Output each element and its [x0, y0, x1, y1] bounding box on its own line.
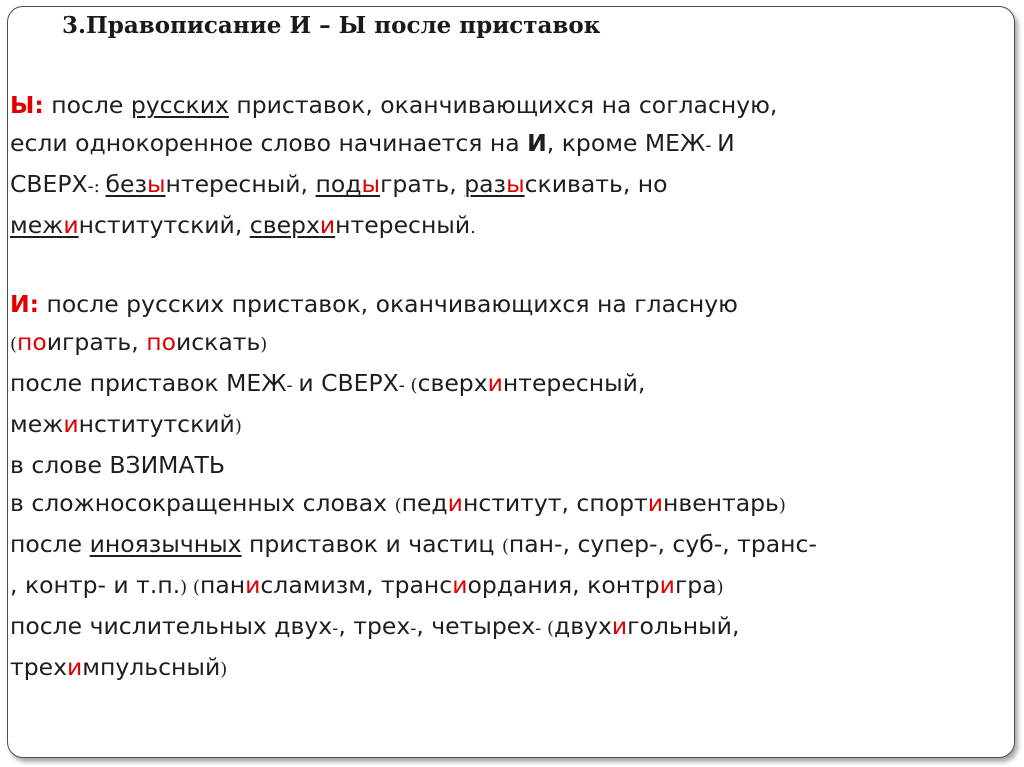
text: (: [10, 334, 18, 355]
text: приставок и частиц: [241, 530, 502, 558]
rule-i-line-5: [10, 446, 1010, 484]
text: мпульсный: [82, 653, 221, 681]
highlight-vowel: и: [659, 571, 675, 599]
text: , трех: [338, 612, 411, 640]
example-word: [10, 211, 79, 239]
text: после русских приставок, оканчивающихся на гласную: [39, 290, 738, 318]
text: и СВЕРХ: [298, 369, 399, 397]
slide-title: 3.Правописание И – Ы после приставок: [62, 12, 601, 39]
text: двух: [553, 612, 612, 640]
rule-i-line-1: [10, 285, 1010, 323]
text: -:: [87, 176, 106, 197]
text: в слове ВЗИМАТЬ: [10, 451, 226, 479]
example-word: [316, 170, 381, 198]
highlight-vowel: и: [452, 571, 468, 599]
text: И: [717, 129, 735, 157]
text: .: [470, 217, 476, 238]
rule-i-label: И:: [10, 290, 40, 318]
text: нтересный: [335, 211, 471, 239]
text: , четырех: [416, 612, 536, 640]
text: нтересный: [165, 170, 301, 198]
slide-content: [10, 86, 1010, 689]
rule-y-line-1: [10, 86, 1010, 124]
highlight-vowel: ы: [506, 170, 525, 198]
text: (: [394, 495, 402, 516]
highlight-vowel: ы: [361, 170, 381, 198]
text: меж: [10, 410, 64, 438]
rule-y-label: Ы:: [10, 91, 44, 119]
text: сверх: [417, 369, 488, 397]
prefix: раз: [464, 170, 507, 198]
highlight-vowel: и: [63, 211, 79, 239]
highlight-vowel: и: [647, 489, 663, 517]
text: после числительных двух: [10, 612, 333, 640]
rule-i-line-2: [10, 323, 1010, 364]
text: -: [286, 375, 299, 396]
text: ): [234, 416, 242, 437]
example-word: [250, 211, 335, 239]
text: гра: [674, 571, 717, 599]
example-word: [106, 170, 166, 198]
text: ): [778, 495, 786, 516]
highlight-vowel: и: [447, 489, 463, 517]
prefix: меж: [10, 211, 64, 239]
text: ) (: [180, 577, 200, 598]
highlight-vowel: и: [66, 653, 83, 681]
text: гольный,: [627, 612, 740, 640]
prefix: под: [315, 170, 362, 198]
text: -: [705, 135, 718, 156]
rule-i-line-9: [10, 607, 1010, 648]
text: играть: [46, 328, 132, 356]
text: ,: [131, 328, 147, 356]
text: - (: [398, 375, 418, 396]
text: нтересный,: [502, 369, 646, 397]
text: пан-, супер-, суб-, транс-: [508, 530, 817, 558]
rule-i-line-4: [10, 405, 1010, 446]
highlight-vowel: и: [487, 369, 503, 397]
example-word: [464, 170, 524, 198]
text: если однокоренное слово начинается на: [10, 129, 528, 157]
text: СВЕРХ: [10, 170, 88, 198]
text: нститутский: [78, 211, 235, 239]
text: пед: [401, 489, 448, 517]
spacer: [10, 247, 1010, 285]
highlight-prefix: по: [146, 328, 176, 356]
text: нститут, спорт: [462, 489, 648, 517]
highlight-vowel: ы: [146, 170, 166, 198]
text: ): [260, 334, 268, 355]
rule-i-line-7: [10, 525, 1010, 566]
text: , контр- и т.п.: [10, 571, 181, 599]
text: после приставок МЕЖ: [10, 369, 287, 397]
text: -: [332, 618, 339, 639]
text: -: [410, 618, 417, 639]
rule-y-line-4: [10, 206, 1010, 247]
text: нститутский: [78, 410, 235, 438]
text: ): [220, 659, 228, 680]
highlight-vowel: и: [319, 211, 336, 239]
text: пан: [199, 571, 246, 599]
rule-y-line-3: [10, 165, 1010, 206]
underlined-word: иноязычных: [89, 530, 242, 558]
text: (: [501, 536, 509, 557]
prefix: без: [105, 170, 147, 198]
text: после: [43, 91, 131, 119]
rule-i-line-3: [10, 364, 1010, 405]
bold-letter: И: [527, 129, 547, 157]
prefix: сверх: [249, 211, 320, 239]
text: грать: [380, 170, 450, 198]
rule-i-line-6: [10, 484, 1010, 525]
text: ,: [234, 211, 250, 239]
text: в сложносокращенных словах: [10, 489, 395, 517]
text: нвентарь: [662, 489, 779, 517]
highlight-vowel: и: [611, 612, 628, 640]
text: , но: [622, 170, 668, 198]
rule-i-line-8: [10, 566, 1010, 607]
text: после: [10, 530, 90, 558]
highlight-vowel: и: [63, 410, 79, 438]
text: приставок, оканчивающихся на согласную,: [228, 91, 778, 119]
highlight-prefix: по: [17, 328, 47, 356]
rule-i-line-10: [10, 648, 1010, 689]
text: , кроме МЕЖ: [546, 129, 706, 157]
text: сламизм, транс: [260, 571, 453, 599]
text: ордания, контр: [467, 571, 660, 599]
text: - (: [535, 618, 554, 639]
underlined-word: русских: [130, 91, 229, 119]
text: ,: [300, 170, 316, 198]
rule-y-line-2: [10, 124, 1010, 165]
text: искать: [175, 328, 261, 356]
text: скивать: [524, 170, 623, 198]
text: ,: [449, 170, 465, 198]
text: ): [716, 577, 724, 598]
text: трех: [10, 653, 67, 681]
highlight-vowel: и: [245, 571, 261, 599]
